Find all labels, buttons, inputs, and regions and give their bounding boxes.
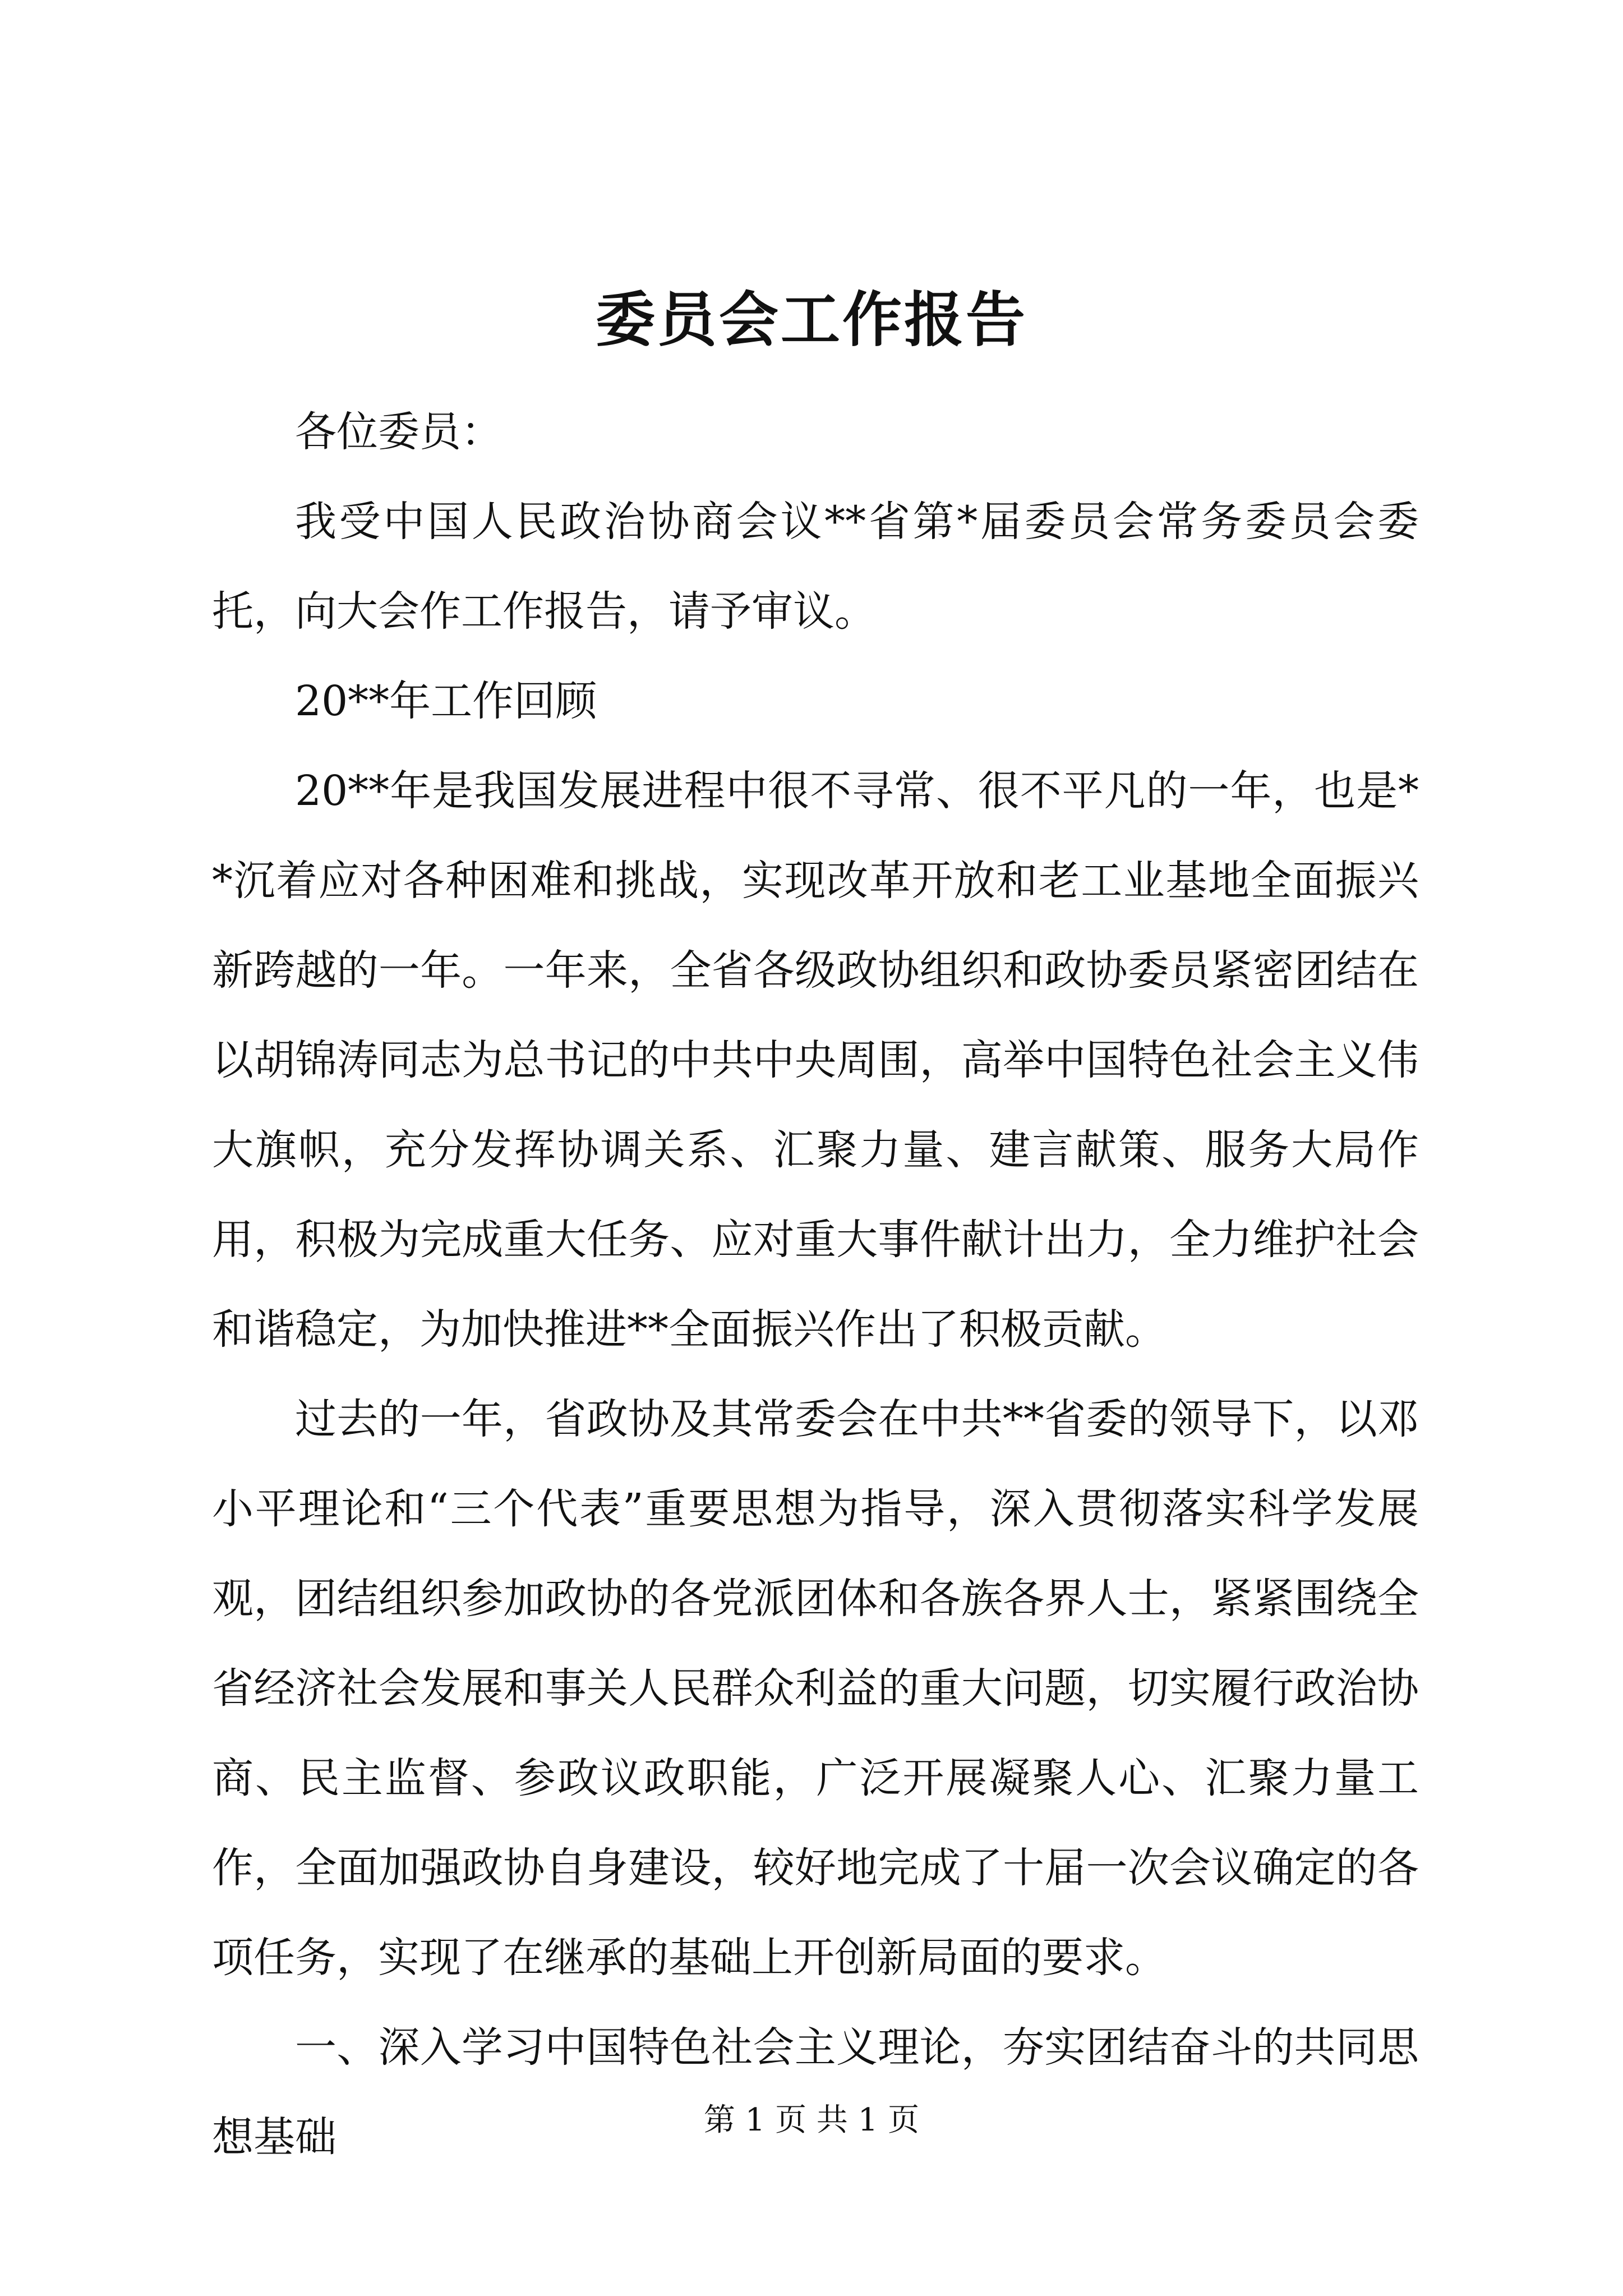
section-heading-review: 20**年工作回顾: [295, 677, 597, 725]
page-footer: [0, 2098, 1623, 2143]
body-paragraph: 过去的一年，省政协及其常委会在中共**省委的领导下，以邓小平理论和“三个代表”重要思想为指导，深入贯彻落实科学发展观，团结组织参加政协的各党派团体和各族各界人士，紧紧围绕全省经济社会发展和事关人民群众利益的重大问题，切实履行政治协商、民主监督、参政议政职能，广泛开展凝聚人心、汇聚力量工作，全面加强政协自身建设，较好地完成了十届一次会议确定的各项任务，实现了在继承的基础上开创新局面的要求。: [212, 1395, 1419, 1982]
document-title: 委员会工作报告: [596, 284, 1027, 355]
opening-paragraph: 我受中国人民政治协商会议**省第*届委员会常务委员会委托，向大会作工作报告，请予审议。: [212, 498, 1419, 636]
page-number-label: 第 1 页 共 1 页: [703, 2102, 920, 2138]
body-paragraph: 20**年是我国发展进程中很不寻常、很不平凡的一年，也是**沉着应对各种困难和挑战，实现改革开放和老工业基地全面振兴新跨越的一年。一年来，全省各级政协组织和政协委员紧密团结在以胡锦涛同志为总书记的中共中央周围，高举中国特色社会主义伟大旗帜，充分发挥协调关系、汇聚力量、建言献策、服务大局作用，积极为完成重大任务、应对重大事件献计出力，全力维护社会和谐稳定，为加快推进**全面振兴作出了积极贡献。: [212, 767, 1419, 1354]
section-heading-one: 一、深入学习中国特色社会主义理论，夯实团结奋斗的共同思想基础: [212, 2023, 1419, 2161]
salutation-paragraph: 各位委员：: [295, 408, 502, 456]
document-body: [212, 387, 1419, 2182]
